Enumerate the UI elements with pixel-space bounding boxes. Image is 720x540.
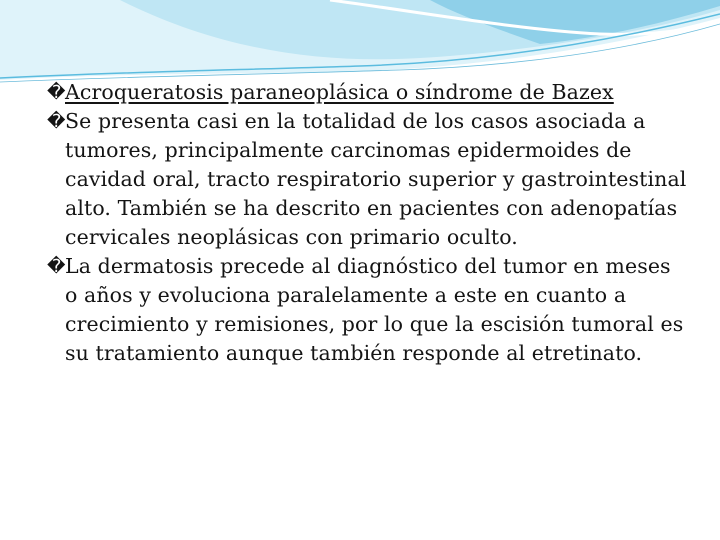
- bullet-marker-icon: �: [47, 111, 66, 132]
- bullet-dermatosis-text: La dermatosis precede al diagnóstico del tumor en meses o años y evoluciona paralelamente a este en cuanto a crecimiento y remisiones, por lo que la escisión tumoral es su tratamiento aunque también responde al etretinato.: [65, 254, 684, 365]
- bullet-list: [47, 78, 687, 368]
- bullet-item-dermatosis: [47, 252, 687, 368]
- bullet-item-tumors: [47, 107, 687, 252]
- bullet-marker-icon: �: [47, 256, 66, 277]
- bullet-tumors-text: Se presenta casi en la totalidad de los casos asociada a tumores, principalmente carcinomas epidermoides de cavidad oral, tracto respiratorio superior y gastrointestinal alto. También se ha descrito en pacientes con adenopatías cervicales neoplásicas con primario oculto.: [65, 109, 687, 249]
- bullet-marker-icon: �: [47, 82, 66, 103]
- bullet-title-text: Acroqueratosis paraneoplásica o síndrome de Bazex: [65, 80, 614, 104]
- header-wave-decoration: [0, 0, 720, 90]
- bullet-item-title: [47, 78, 687, 107]
